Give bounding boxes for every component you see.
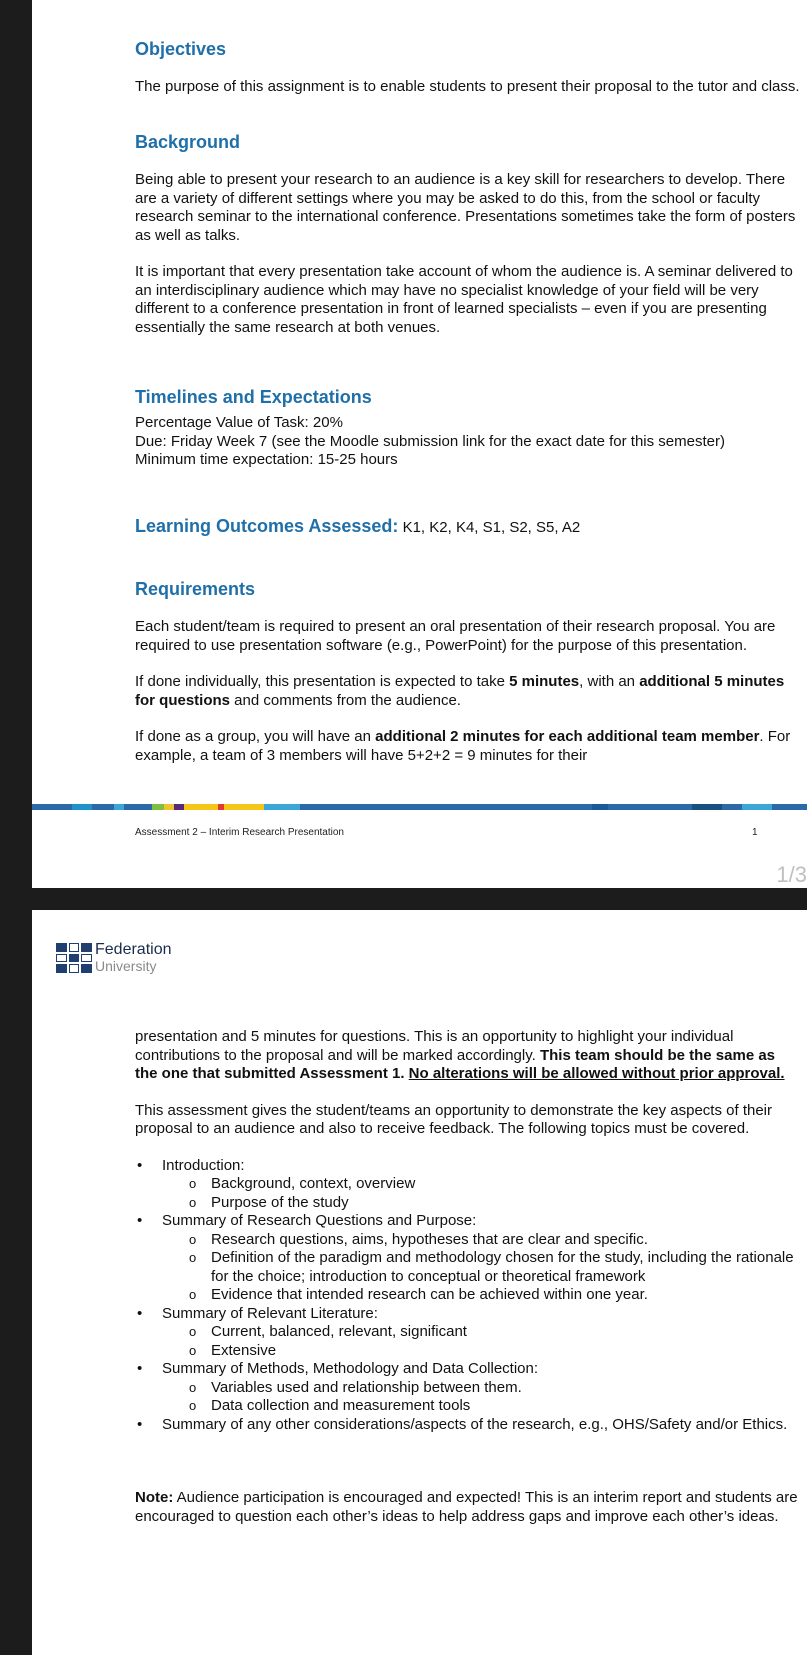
minimum-time: Minimum time expectation: 15-25 hours <box>135 451 398 468</box>
logo-line-1: Federation <box>95 941 172 958</box>
requirements-paragraph-1: Each student/team is required to present an oral presentation of their research proposal. You are required to use presentation software (e.g., PowerPoint) for the purpose of this presentation. <box>135 618 776 654</box>
requirements-paragraph-3: If done as a group, you will have an additional 2 minutes for each additional team member. For example, a team of 3 members will have 5+2+2 = 9 minutes for their <box>135 728 791 764</box>
due-date: Due: Friday Week 7 (see the Moodle submission link for the exact date for this semester) <box>135 432 725 450</box>
footer-color-bar <box>32 804 807 810</box>
objectives-heading: Objectives <box>135 39 227 59</box>
topic-item <box>135 1305 800 1361</box>
subtopic-item: o Current, balanced, relevant, significant <box>162 1323 800 1342</box>
timelines-heading: Timelines and Expectations <box>135 387 372 407</box>
topics-intro-paragraph: This assessment gives the student/teams an opportunity to demonstrate the key aspects of their proposal to an audience and also to receive feedback. The following topics must be covered. <box>135 1101 773 1137</box>
background-paragraph-1: Being able to present your research to an audience is a key skill for researchers to develop. There are a variety of different settings where you may be asked to do this, from the school or faculty research seminar to the international conference. Presentations sometimes take the form of posters as well as talks. <box>135 171 796 244</box>
subtopic-item: o Evidence that intended research can be achieved within one year. <box>162 1286 800 1305</box>
learning-outcomes <box>135 515 800 537</box>
footer-page-number: 1 <box>752 827 758 838</box>
topic-label: Introduction: <box>162 1156 245 1174</box>
background-paragraph-2: It is important that every presentation take account of whom the audience is. A seminar delivered to an interdisciplinary audience which may have no specialist knowledge of your field will be very different to a conference presentation in front of learned specialists – even if you are presenting essentially the same research at both venues. <box>135 263 793 336</box>
topic-label: Summary of any other considerations/aspects of the research, e.g., OHS/Safety and/or Ethics. <box>162 1415 788 1433</box>
topic-item <box>135 1416 800 1435</box>
objectives-section <box>135 38 800 97</box>
objectives-text: The purpose of this assignment is to enable students to present their proposal to the tutor and class. <box>135 78 800 95</box>
topic-label: Summary of Research Questions and Purpose: <box>162 1212 477 1229</box>
document-page-2 <box>32 910 807 1655</box>
topic-sublist <box>162 1231 800 1305</box>
topic-sublist <box>162 1323 800 1360</box>
logo-line-2: University <box>95 958 157 974</box>
page2-body <box>135 1028 800 1526</box>
learning-outcomes-label: Learning Outcomes Assessed: <box>135 516 399 536</box>
topic-item <box>135 1157 800 1213</box>
note-paragraph: Note: Audience participation is encouraged and expected! This is an interim report and students are encouraged to question each other’s ideas to help address gaps and improve each other’s ideas. <box>135 1489 798 1525</box>
subtopic-item: o Background, context, overview <box>162 1175 800 1194</box>
subtopic-item: o Data collection and measurement tools <box>162 1397 800 1416</box>
subtopic-item: o Purpose of the study <box>162 1194 800 1213</box>
background-section <box>135 131 800 337</box>
subtopic-item: o Definition of the paradigm and methodology chosen for the study, including the rationale for the choice; introduction to conceptual or theoretical framework <box>162 1249 800 1286</box>
topic-label: Summary of Methods, Methodology and Data Collection: <box>162 1360 539 1377</box>
requirements-heading: Requirements <box>135 579 256 599</box>
background-heading: Background <box>135 132 241 152</box>
topics-list <box>135 1157 800 1435</box>
team-paragraph: presentation and 5 minutes for questions. This is an opportunity to highlight your individual contributions to the proposal and will be marked accordingly. This team should be the same as the one that submitted Assessment 1. No alterations will be allowed without prior approval. <box>135 1028 785 1082</box>
document-page-1 <box>32 0 807 888</box>
topic-label: Summary of Relevant Literature: <box>162 1304 378 1322</box>
subtopic-item: o Research questions, aims, hypotheses that are clear and specific. <box>162 1231 800 1250</box>
footer-title: Assessment 2 – Interim Research Presentation <box>135 827 344 838</box>
topic-item <box>135 1360 800 1416</box>
topic-sublist <box>162 1175 800 1212</box>
subtopic-item: o Variables used and relationship between them. <box>162 1379 800 1398</box>
topic-sublist <box>162 1379 800 1416</box>
percentage-value: Percentage Value of Task: 20% <box>135 414 343 431</box>
requirements-paragraph-2: If done individually, this presentation is expected to take 5 minutes, with an additional 5 minutes for questions and comments from the audience. <box>135 673 785 709</box>
topic-item <box>135 1212 800 1305</box>
timelines-section <box>135 386 800 470</box>
federation-university-logo <box>56 942 172 974</box>
subtopic-item: o Extensive <box>162 1342 800 1361</box>
learning-outcomes-value: K1, K2, K4, S1, S2, S5, A2 <box>398 519 581 536</box>
page-indicator: 1/3 <box>776 862 807 887</box>
federation-logo-icon <box>56 943 92 973</box>
requirements-section <box>135 578 800 765</box>
